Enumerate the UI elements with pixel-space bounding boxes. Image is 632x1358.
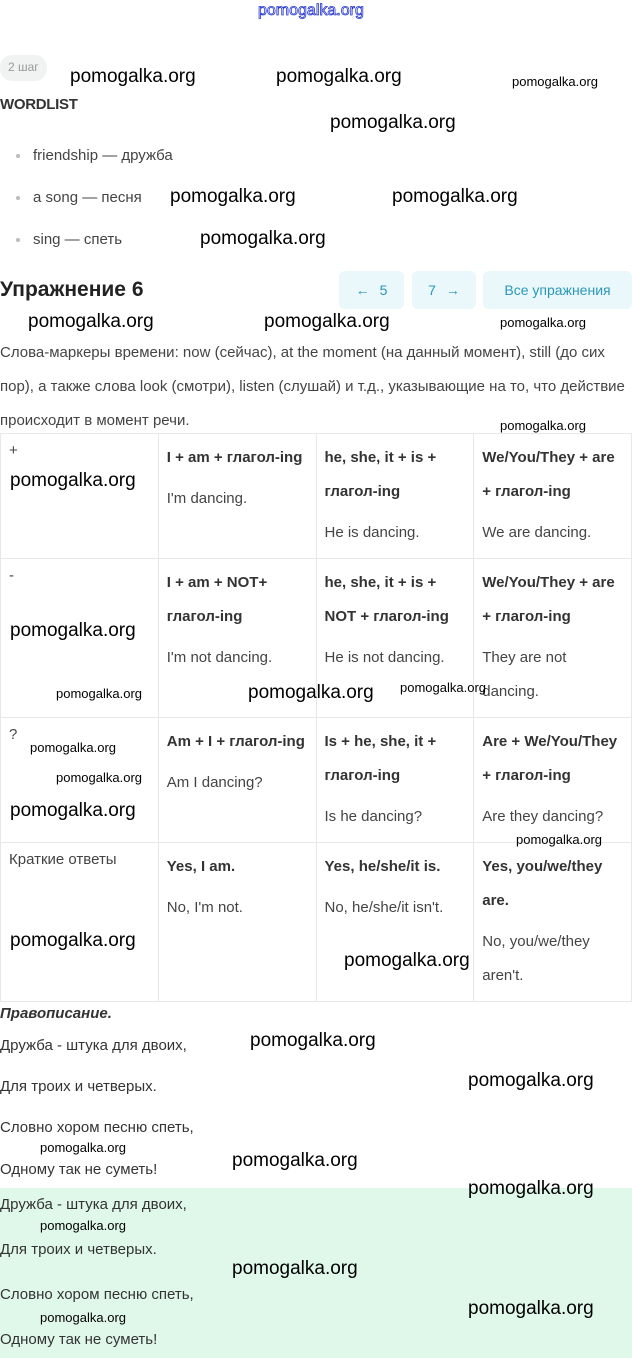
watermark: pomogalka.org: [400, 680, 486, 695]
wordlist-item-text: sing — спеть: [33, 231, 123, 248]
example-text: I'm dancing.: [166, 490, 248, 507]
watermark: pomogalka.org: [10, 470, 136, 491]
wordlist-item: [16, 231, 122, 248]
example-text: No, I'm not.: [166, 899, 243, 916]
wordlist-item: [16, 147, 173, 164]
watermark: pomogalka.org: [30, 740, 116, 755]
watermark: pomogalka.org: [330, 112, 456, 133]
bullet-icon: [16, 238, 20, 242]
exercise-title: Упражнение 6: [0, 278, 144, 301]
rule-text: Are + We/You/They + глагол-ing: [482, 733, 618, 784]
rule-text: We/You/They + are + глагол-ing: [482, 449, 615, 500]
watermark: pomogalka.org: [276, 66, 402, 87]
rule-text: he, she, it + is + глагол-ing: [324, 449, 437, 500]
bullet-icon: [16, 154, 20, 158]
watermark: pomogalka.org: [232, 1150, 358, 1171]
table-cell: [316, 718, 474, 843]
rule-text: he, she, it + is + NOT + глагол-ing: [324, 574, 449, 625]
wordlist-item: [16, 189, 142, 206]
answer-line: Словно хором песню спеть,: [0, 1286, 194, 1303]
wordlist-title: WORDLIST: [0, 96, 78, 113]
example-text: Am I dancing?: [166, 774, 263, 791]
row-label: -: [1, 559, 159, 718]
watermark: pomogalka.org: [40, 1218, 126, 1233]
watermark: pomogalka.org: [250, 1030, 376, 1051]
rule-text: Yes, you/we/they are.: [482, 858, 603, 909]
poem-line: Для троих и четверых.: [0, 1078, 157, 1095]
all-exercises-button[interactable]: [483, 271, 632, 309]
watermark: pomogalka.org: [512, 74, 598, 89]
step-badge: 2 шаг: [0, 55, 47, 81]
watermark: pomogalka.org: [258, 2, 364, 19]
example-text: No, you/we/they aren't.: [482, 933, 590, 984]
table-cell: [316, 843, 474, 1002]
watermark: pomogalka.org: [500, 418, 586, 433]
example-text: Are they dancing?: [482, 808, 604, 825]
all-exercises-label: Все упражнения: [504, 282, 611, 298]
watermark: pomogalka.org: [468, 1070, 594, 1091]
next-label: 7: [428, 282, 436, 298]
table-row: [1, 843, 632, 1002]
watermark: pomogalka.org: [468, 1178, 594, 1199]
rule-text: I + am + NOT+ глагол-ing: [166, 574, 268, 625]
watermark: pomogalka.org: [28, 311, 154, 332]
example-text: No, he/she/it isn't.: [324, 899, 444, 916]
arrow-right-icon: →: [445, 282, 460, 298]
prev-label: 5: [379, 282, 388, 298]
watermark: pomogalka.org: [56, 686, 142, 701]
table-cell: [474, 434, 632, 559]
table-cell: [316, 434, 474, 559]
watermark: pomogalka.org: [468, 1298, 594, 1319]
grammar-table: [0, 433, 632, 1002]
watermark: pomogalka.org: [232, 1258, 358, 1279]
table-row: [1, 434, 632, 559]
rule-text: I + am + глагол-ing: [166, 449, 303, 466]
rule-text: Yes, I am.: [166, 858, 236, 875]
answer-line: Дружба - штука для двоих,: [0, 1196, 187, 1213]
watermark: pomogalka.org: [170, 186, 296, 207]
intro-text: Слова-маркеры времени: now (сейчас), at the moment (на данный момент), still (до сих пор), а также слова look (смотри), listen (слушай) и т.д., указывающие на то, что действие происходит в момент речи.: [0, 344, 625, 429]
poem-line: Одному так не суметь!: [0, 1161, 158, 1178]
example-text: He is not dancing.: [324, 649, 445, 666]
watermark: pomogalka.org: [10, 800, 136, 821]
rule-text: Yes, he/she/it is.: [324, 858, 441, 875]
watermark: pomogalka.org: [248, 682, 374, 703]
watermark: pomogalka.org: [200, 228, 326, 249]
table-cell: [474, 559, 632, 718]
poem-line: Дружба - штука для двоих,: [0, 1037, 187, 1054]
poem-line: Словно хором песню спеть,: [0, 1119, 194, 1136]
wordlist-item-text: friendship — дружба: [33, 147, 173, 164]
watermark: pomogalka.org: [264, 311, 390, 332]
rule-text: Am + I + глагол-ing: [166, 733, 305, 750]
watermark: pomogalka.org: [40, 1310, 126, 1325]
example-text: Is he dancing?: [324, 808, 423, 825]
table-cell: [158, 434, 316, 559]
example-text: He is dancing.: [324, 524, 420, 541]
row-label: ?: [1, 718, 159, 843]
table-cell: [474, 718, 632, 843]
answer-line: Одному так не суметь!: [0, 1331, 158, 1348]
bullet-icon: [16, 196, 20, 200]
watermark: pomogalka.org: [500, 315, 586, 330]
watermark: pomogalka.org: [392, 186, 518, 207]
watermark: pomogalka.org: [516, 832, 602, 847]
next-exercise-button[interactable]: [412, 271, 476, 309]
answer-line: Для троих и четверых.: [0, 1241, 157, 1258]
rule-text: We/You/They + are + глагол-ing: [482, 574, 615, 625]
watermark: pomogalka.org: [56, 770, 142, 785]
table-cell: [158, 843, 316, 1002]
watermark: pomogalka.org: [10, 930, 136, 951]
watermark: pomogalka.org: [344, 950, 470, 971]
watermark: pomogalka.org: [10, 620, 136, 641]
row-label: Краткие ответы: [1, 843, 159, 1002]
example-text: We are dancing.: [482, 524, 592, 541]
prev-exercise-button[interactable]: [339, 271, 404, 309]
rule-text: Is + he, she, it + глагол-ing: [324, 733, 437, 784]
wordlist-item-text: a song — песня: [33, 189, 142, 206]
watermark: pomogalka.org: [40, 1140, 126, 1155]
table-cell: [474, 843, 632, 1002]
watermark: pomogalka.org: [70, 66, 196, 87]
spelling-title: Правописание.: [0, 1005, 112, 1022]
arrow-left-icon: ←: [355, 282, 370, 298]
row-label: +: [1, 434, 159, 559]
example-text: They are not dancing.: [482, 649, 567, 700]
example-text: I'm not dancing.: [166, 649, 273, 666]
table-cell: [158, 718, 316, 843]
